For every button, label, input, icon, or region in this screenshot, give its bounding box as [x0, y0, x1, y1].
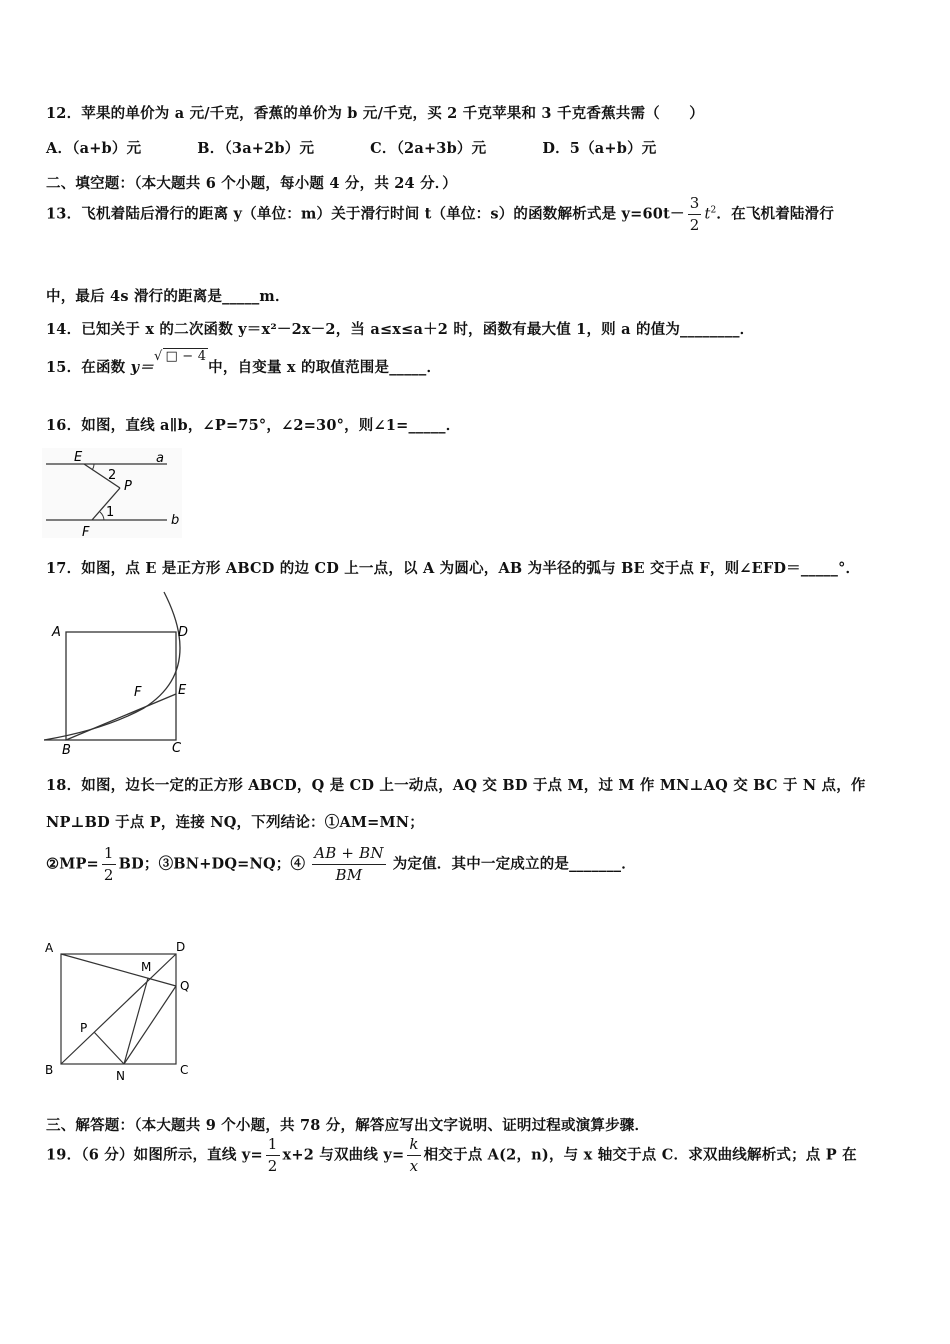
q12-stem: 12．苹果的单价为 a 元/千克，香蕉的单价为 b 元/千克，买 2 千克苹果和 3 千克香蕉共需（ ） — [46, 105, 704, 122]
q12-option-d: D．5（a+b）元 — [542, 140, 657, 157]
q13-part1: 13．飞机着陆后滑行的距离 y（单位：m）关于滑行时间 t（单位：s）的函数解析式是 y=60t－ — [46, 205, 685, 223]
q19-part3: 相交于点 A(2，n)，与 x 轴交于点 C．求双曲线解析式；点 P 在 — [423, 1146, 857, 1164]
q15-line — [46, 349, 442, 377]
q13-fraction — [688, 196, 702, 233]
q15-sqrt-content: □ − 4 — [165, 349, 207, 364]
q18-segment-mn — [124, 978, 148, 1064]
q15-part2: 中，自变量 x 的取值范围是_____． — [208, 359, 442, 376]
q19-frac2-den: x — [407, 1155, 420, 1174]
q16-label-p: P — [124, 479, 132, 494]
q19-frac2-num: k — [409, 1135, 419, 1153]
q19-line — [46, 1137, 857, 1174]
q18-label-d: D — [176, 940, 186, 954]
q17-square — [66, 632, 176, 740]
q18-label-n: N — [116, 1069, 125, 1083]
q18-segment-nq — [124, 986, 176, 1064]
q17-arc — [44, 592, 180, 740]
q18-label-b: B — [45, 1063, 54, 1077]
q18-line1: 18．如图，边长一定的正方形 ABCD，Q 是 CD 上一动点，AQ 交 BD 于点 M，过 M 作 MN⊥AQ 交 BC 于 N 点，作 — [46, 777, 866, 794]
q18-figure — [42, 938, 202, 1083]
q18-frac2-den: BM — [312, 864, 386, 883]
q18-part-a: ②MP= — [46, 855, 99, 873]
q16-label-e: E — [74, 450, 83, 465]
section3-heading: 三、解答题：（本大题共 9 个小题，共 78 分，解答应写出文字说明、证明过程或演算步骤． — [46, 1117, 650, 1134]
q13-frac-den: 2 — [689, 216, 700, 234]
q13-part2: ．在飞机着陆滑行 — [716, 205, 835, 223]
q17-segment-be — [66, 694, 176, 740]
q15-sqrt: √ □ − 4 — [153, 349, 207, 364]
q17-text: 17．如图，点 E 是正方形 ABCD 的边 CD 上一点，以 A 为圆心，AB 为半径的弧与 BE 交于点 F，则∠EFD＝_____°． — [46, 560, 861, 577]
q19-part1: 19．（6 分）如图所示，直线 y= — [46, 1146, 263, 1164]
q18-part-c: 为定值．其中一定成立的是_______． — [392, 855, 636, 873]
q18-fraction-1 — [102, 846, 116, 883]
q13-frac-num: 3 — [689, 194, 700, 212]
q13-line1 — [46, 196, 834, 233]
q18-line3 — [46, 846, 636, 883]
q18-line2: NP⊥BD 于点 P，连接 NQ，下列结论：①AM=MN； — [46, 814, 424, 831]
q12-options — [46, 137, 712, 158]
q17-label-d: D — [178, 625, 189, 640]
q16-text: 16．如图，直线 a∥b，∠P=75°，∠2=30°，则∠1=_____． — [46, 417, 461, 434]
q19-frac1-num: 1 — [267, 1135, 278, 1153]
q12-option-c: C．（2a+3b）元 — [370, 140, 487, 157]
q17-label-a: A — [52, 625, 61, 640]
q18-label-c: C — [180, 1063, 189, 1077]
q19-frac1-den: 2 — [267, 1157, 278, 1175]
q18-frac1-num: 1 — [103, 844, 114, 862]
q15-func: y＝ — [130, 359, 154, 376]
q18-segment-np — [94, 1032, 124, 1064]
q16-label-b: b — [171, 513, 180, 528]
q14-text: 14．已知关于 x 的二次函数 y＝x²－2x－2，当 a≤x≤a＋2 时，函数有最大值 1，则 a 的值为________． — [46, 321, 755, 338]
q16-label-1: 1 — [106, 505, 115, 520]
q18-label-m: M — [141, 960, 152, 974]
q16-label-f: F — [82, 525, 90, 538]
q18-part-b: BD；③BN+DQ=NQ；④ — [118, 855, 306, 873]
q13-var: t — [704, 206, 711, 223]
q13-line2: 中，最后 4s 滑行的距离是_____m． — [46, 288, 290, 305]
q17-label-f: F — [134, 685, 142, 700]
q17-figure — [44, 590, 204, 760]
q18-fraction-2 — [308, 846, 390, 883]
q17-label-e: E — [178, 683, 187, 698]
q16-label-2: 2 — [108, 468, 117, 483]
q18-frac2-num: AB + BN — [314, 844, 384, 862]
q15-part1: 15．在函数 — [46, 359, 131, 376]
section2-heading: 二、填空题：（本大题共 6 个小题，每小题 4 分，共 24 分．） — [46, 175, 457, 192]
q19-fraction-2 — [407, 1137, 420, 1174]
q18-label-p: P — [80, 1021, 88, 1035]
q12-option-a: A．（a+b）元 — [46, 140, 142, 157]
q13-exp: 2 — [710, 205, 717, 216]
q18-frac1-den: 2 — [103, 866, 114, 884]
q17-label-b: B — [62, 743, 71, 758]
q19-part2: x+2 与双曲线 y= — [282, 1146, 405, 1164]
q16-figure — [42, 448, 182, 538]
q19-fraction-1 — [266, 1137, 280, 1174]
q17-label-c: C — [172, 741, 182, 756]
q18-label-q: Q — [180, 979, 190, 993]
q18-label-a: A — [45, 941, 54, 955]
q16-label-a: a — [156, 451, 164, 466]
q12-option-b: B．（3a+2b）元 — [197, 140, 315, 157]
